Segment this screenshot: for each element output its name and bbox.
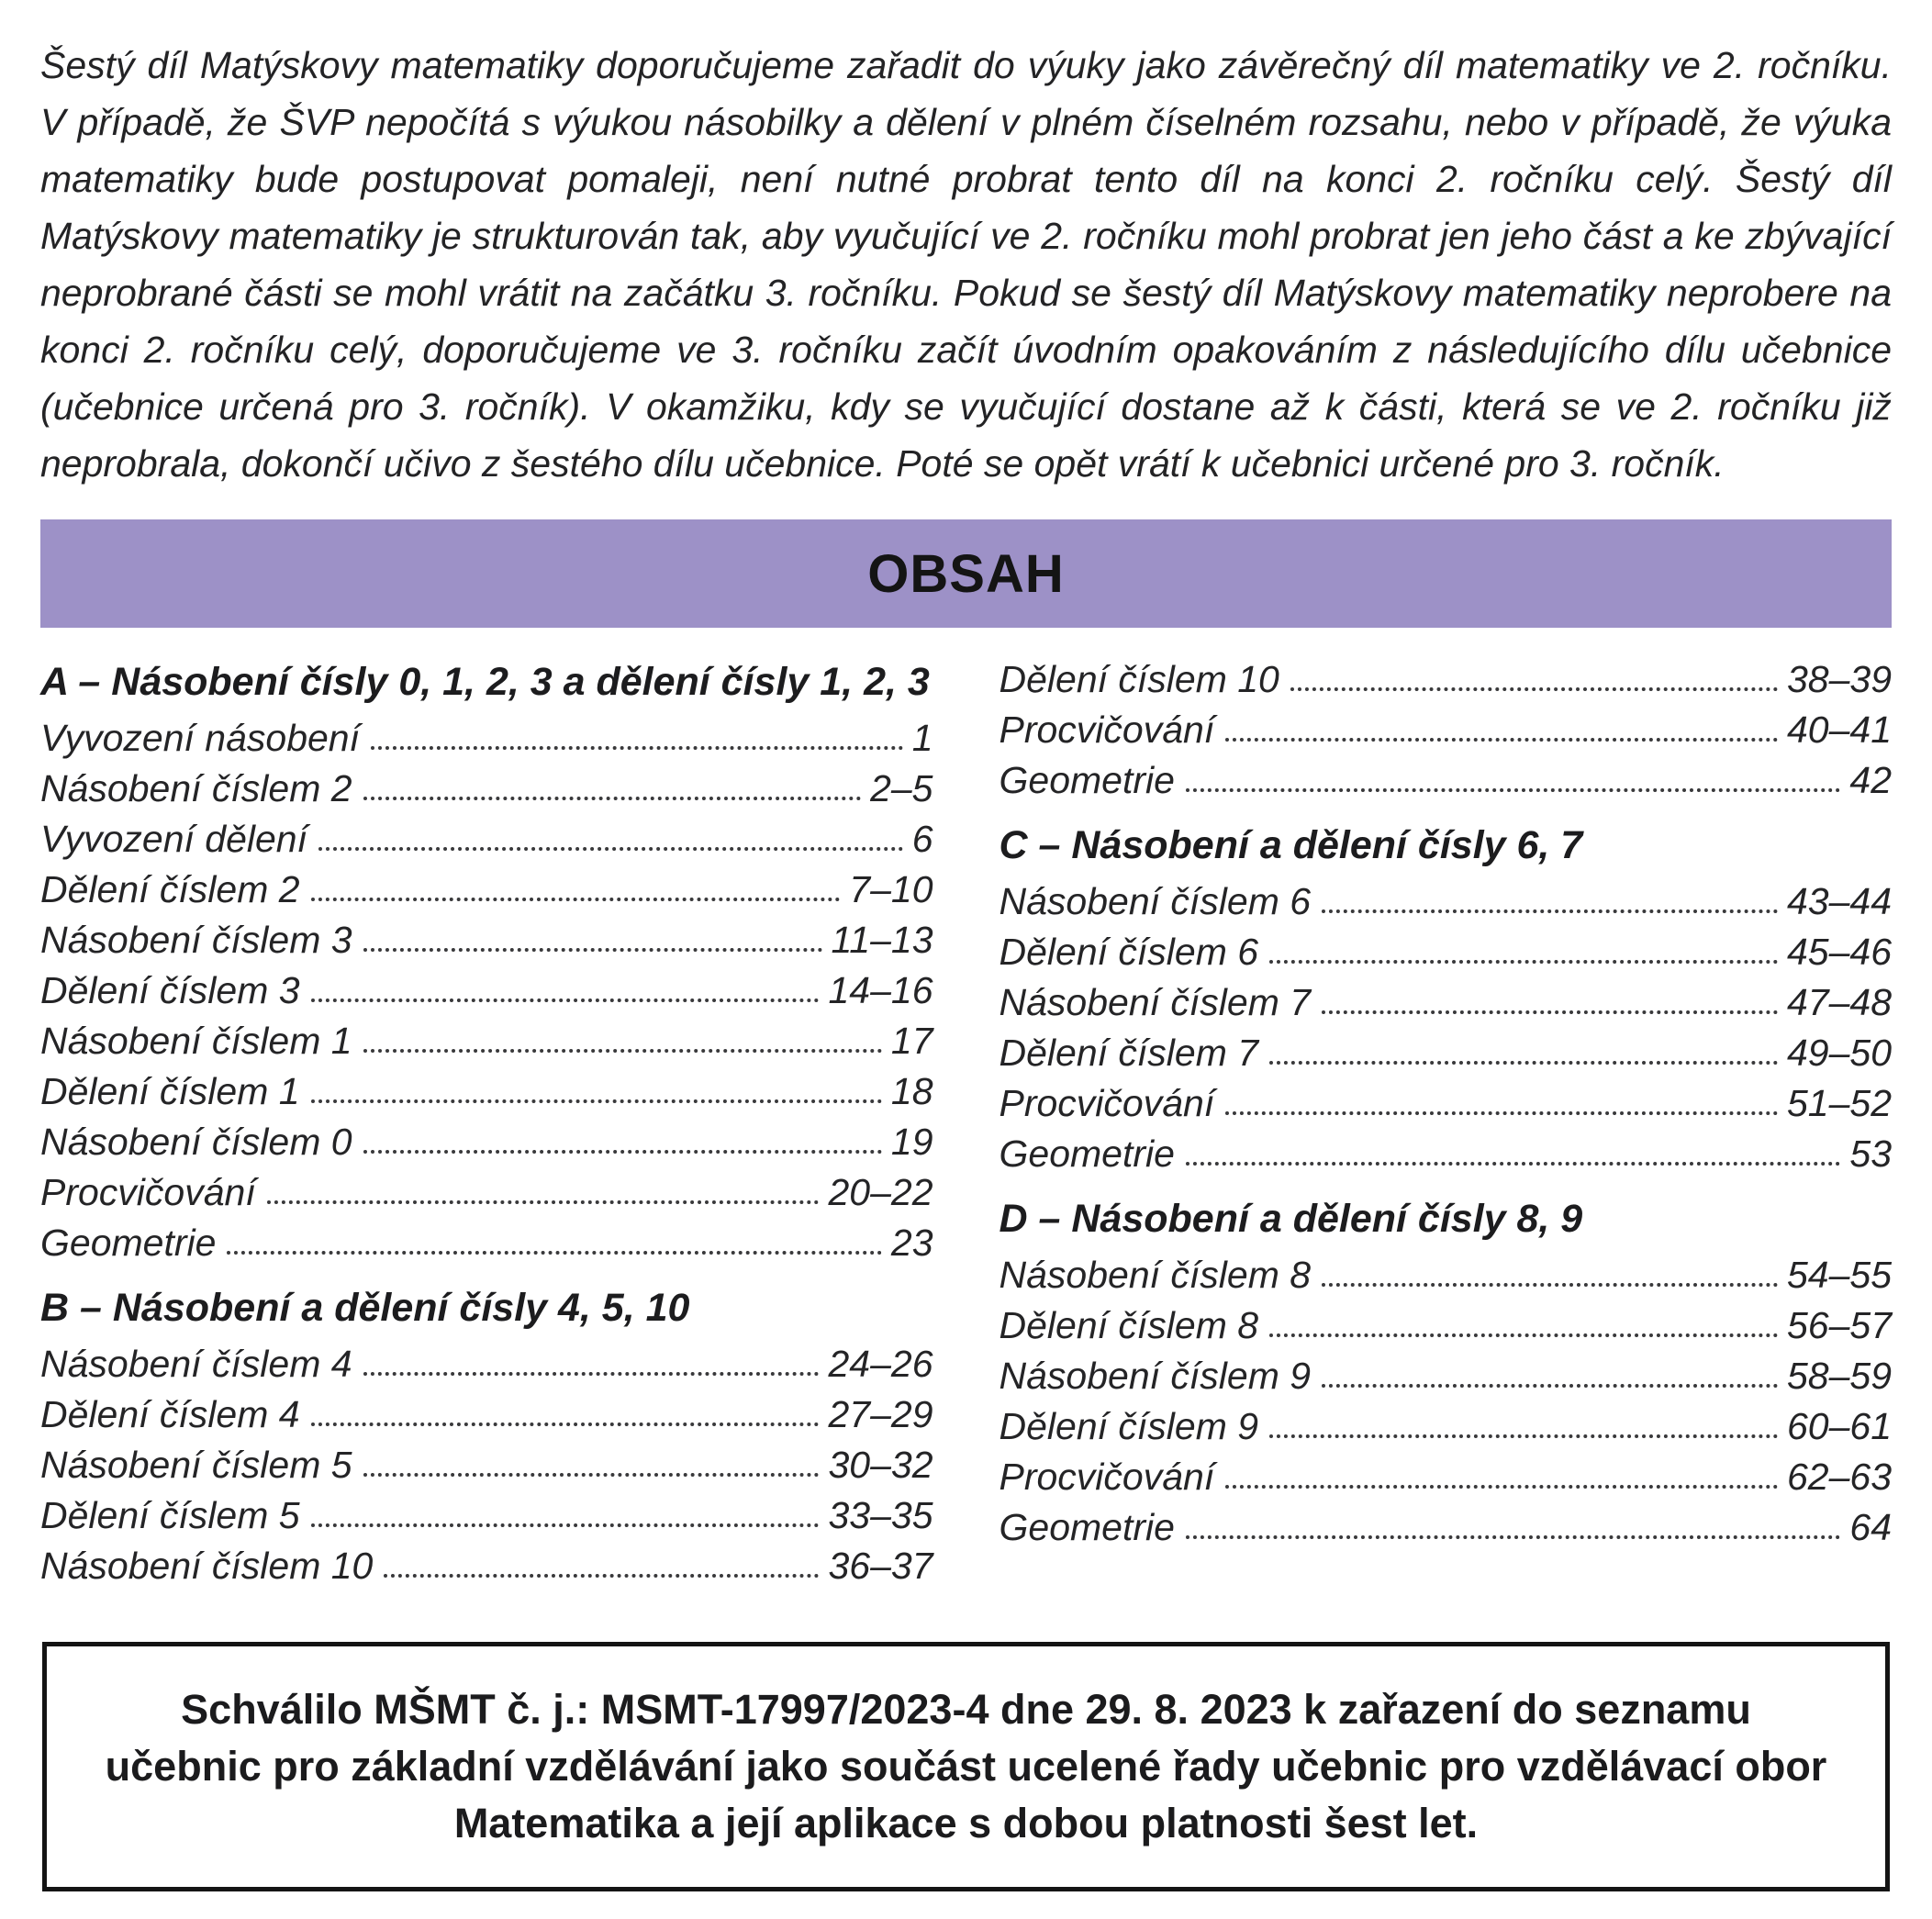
toc-entry: [40, 1071, 933, 1111]
toc-entry-pages: 24–26: [828, 1343, 933, 1385]
toc-entry-label: Dělení číslem 2: [40, 868, 300, 910]
toc-entry: [40, 970, 933, 1010]
toc-entry-pages: 58–59: [1786, 1355, 1892, 1397]
toc-entry-pages: 17: [890, 1020, 933, 1062]
dot-leader: [1225, 1111, 1778, 1115]
toc-entry-label: Násobení číslem 10: [40, 1545, 374, 1587]
toc-entry-pages: 49–50: [1786, 1032, 1892, 1074]
toc-entry-pages: 45–46: [1786, 931, 1892, 973]
dot-leader: [311, 999, 820, 1002]
toc-entry: [1000, 709, 1893, 750]
dot-leader: [1225, 738, 1778, 742]
dot-leader: [363, 1150, 882, 1154]
dot-leader: [1322, 1384, 1778, 1388]
toc-entry-label: Procvičování: [999, 1456, 1215, 1498]
toc-entry: [1000, 1456, 1893, 1497]
toc-section-heading: A – Násobení čísly 0, 1, 2, 3 a dělení čísly 1, 2, 3: [40, 660, 930, 704]
dot-leader: [267, 1200, 820, 1204]
toc-entry-pages: 43–44: [1786, 880, 1892, 922]
toc-entry-label: Násobení číslem 0: [40, 1121, 352, 1163]
dot-leader: [1322, 1283, 1778, 1287]
toc-entry: [40, 718, 933, 758]
toc-entry-pages: 36–37: [828, 1545, 933, 1587]
toc-entry-pages: 54–55: [1786, 1254, 1892, 1296]
toc-entry-pages: 18: [890, 1070, 933, 1112]
dot-leader: [1269, 1434, 1778, 1438]
toc-entry: [40, 1222, 933, 1263]
dot-leader: [311, 1523, 820, 1527]
toc-entry-pages: 27–29: [828, 1393, 933, 1435]
table-of-contents: [40, 659, 1892, 1596]
dot-leader: [1225, 1485, 1778, 1489]
toc-entry: [1000, 760, 1893, 800]
toc-entry-pages: 30–32: [828, 1444, 933, 1486]
toc-entry-pages: 33–35: [828, 1494, 933, 1536]
toc-entry-pages: 11–13: [831, 919, 933, 961]
approval-box: [42, 1642, 1890, 1891]
toc-entry-pages: 14–16: [828, 969, 933, 1011]
toc-entry: [1000, 1255, 1893, 1295]
toc-entry-label: Dělení číslem 7: [999, 1032, 1259, 1074]
approval-text-line: Matematika a její aplikace s dobou platnosti šest let.: [453, 1800, 1479, 1846]
dot-leader: [1322, 909, 1778, 913]
toc-entry: [40, 1545, 933, 1586]
toc-entry-label: Geometrie: [40, 1222, 217, 1264]
dot-leader: [1186, 1535, 1840, 1539]
toc-entry: [40, 1495, 933, 1535]
toc-entry: [1000, 1133, 1893, 1174]
toc-entry: [1000, 1507, 1893, 1547]
toc-entry: [1000, 1356, 1893, 1396]
toc-entry: [1000, 659, 1893, 699]
toc-entry: [40, 869, 933, 909]
dot-leader: [311, 898, 841, 901]
toc-entry-label: Dělení číslem 6: [999, 931, 1259, 973]
toc-entry-pages: 60–61: [1786, 1405, 1892, 1447]
toc-entry: [40, 1344, 933, 1384]
dot-leader: [384, 1574, 819, 1578]
toc-entry: [40, 1121, 933, 1162]
toc-entry-label: Procvičování: [999, 1082, 1215, 1124]
toc-entry-label: Násobení číslem 2: [40, 767, 352, 809]
toc-entry: [1000, 1083, 1893, 1123]
dot-leader: [363, 1049, 882, 1053]
toc-entry-label: Vyvození dělení: [40, 818, 308, 860]
toc-entry-label: Dělení číslem 8: [999, 1304, 1259, 1346]
toc-entry-pages: 40–41: [1786, 708, 1892, 751]
toc-entry: [1000, 932, 1893, 972]
toc-entry: [1000, 1406, 1893, 1446]
toc-entry-label: Dělení číslem 10: [999, 658, 1279, 700]
toc-entry-label: Násobení číslem 6: [999, 880, 1312, 922]
toc-entry-label: Násobení číslem 9: [999, 1355, 1312, 1397]
toc-section-heading: C – Násobení a dělení čísly 6, 7: [999, 823, 1583, 867]
toc-entry-label: Dělení číslem 1: [40, 1070, 300, 1112]
toc-entry-pages: 6: [911, 818, 933, 860]
toc-entry-label: Násobení číslem 1: [40, 1020, 352, 1062]
toc-entry-pages: 64: [1849, 1506, 1892, 1548]
toc-entry-pages: 1: [911, 717, 933, 759]
toc-entry-label: Vyvození násobení: [40, 717, 360, 759]
toc-title-bar: [40, 519, 1892, 628]
toc-entry-label: Procvičování: [999, 708, 1215, 751]
toc-entry: [40, 920, 933, 960]
toc-entry: [40, 1021, 933, 1061]
toc-entry: [1000, 1305, 1893, 1345]
toc-entry-label: Geometrie: [999, 759, 1175, 801]
toc-entry-label: Dělení číslem 5: [40, 1494, 300, 1536]
toc-entry-pages: 51–52: [1786, 1082, 1892, 1124]
toc-entry-pages: 23: [890, 1222, 933, 1264]
dot-leader: [318, 847, 903, 851]
dot-leader: [1290, 687, 1778, 691]
intro-paragraph: Šestý díl Matýskovy matematiky doporučujeme zařadit do výuky jako závěrečný díl matematiky ve 2. ročníku. V případě, že ŠVP nepočítá s výukou násobilky a dělení v plném číselném rozsahu, nebo v případě, že výuka matematiky bude postupovat pomaleji, není nutné probrat tento díl na konci 2. ročníku celý. Šestý díl Matýskovy matematiky je strukturován tak, aby vyučující ve 2. ročníku mohl probrat jen jeho část a ke zbývající neprobrané části se mohl vrátit na začátku 3. ročníku. Pokud se šestý díl Matýskovy matematiky neprobere na konci 2. ročníku celý, doporučujeme ve 3. ročníku začít úvodním opakováním z následujícího dílu učebnice (učebnice určená pro 3. ročník). V okamžiku, kdy se vyučující dostane až k části, která se ve 2. ročníku již neprobrala, dokončí učivo z šestého dílu učebnice. Poté se opět vrátí k učebnici určené pro 3. ročník.: [40, 44, 1892, 485]
toc-entry-pages: 56–57: [1786, 1304, 1892, 1346]
toc-entry: [40, 1172, 933, 1212]
dot-leader: [1269, 1333, 1778, 1337]
toc-entry-pages: 62–63: [1786, 1456, 1892, 1498]
toc-entry: [40, 819, 933, 859]
toc-entry: [1000, 982, 1893, 1022]
toc-entry-label: Násobení číslem 3: [40, 919, 352, 961]
approval-text-line: Schválilo MŠMT č. j.: MSMT-17997/2023-4 dne 29. 8. 2023 k zařazení do seznamu: [181, 1686, 1751, 1733]
toc-section-heading: D – Násobení a dělení čísly 8, 9: [999, 1197, 1583, 1241]
toc-entry: [40, 1445, 933, 1485]
toc-entry-label: Procvičování: [40, 1171, 256, 1213]
dot-leader: [363, 1372, 820, 1376]
dot-leader: [311, 1423, 820, 1426]
dot-leader: [1269, 960, 1778, 964]
toc-entry-label: Násobení číslem 5: [40, 1444, 352, 1486]
dot-leader: [363, 797, 862, 800]
toc-entry-label: Dělení číslem 9: [999, 1405, 1259, 1447]
dot-leader: [1186, 788, 1840, 792]
toc-entry: [40, 768, 933, 809]
toc-entry: [1000, 1032, 1893, 1073]
toc-entry-pages: 20–22: [828, 1171, 933, 1213]
dot-leader: [363, 948, 822, 952]
toc-section-heading: B – Násobení a dělení čísly 4, 5, 10: [40, 1286, 690, 1330]
dot-leader: [1269, 1061, 1778, 1065]
toc-entry-pages: 19: [890, 1121, 933, 1163]
toc-entry-label: Geometrie: [999, 1132, 1175, 1175]
toc-entry-label: Dělení číslem 4: [40, 1393, 300, 1435]
toc-entry-pages: 7–10: [849, 868, 933, 910]
toc-entry-pages: 53: [1849, 1132, 1892, 1175]
toc-title: OBSAH: [867, 543, 1065, 604]
dot-leader: [371, 746, 903, 750]
toc-entry-label: Dělení číslem 3: [40, 969, 300, 1011]
dot-leader: [1322, 1010, 1778, 1014]
toc-right-column: [1000, 659, 1893, 1596]
toc-entry: [1000, 881, 1893, 921]
toc-entry-label: Násobení číslem 8: [999, 1254, 1312, 1296]
toc-entry: [40, 1394, 933, 1434]
toc-entry-label: Geometrie: [999, 1506, 1175, 1548]
toc-entry-label: Násobení číslem 7: [999, 981, 1312, 1023]
toc-entry-label: Násobení číslem 4: [40, 1343, 352, 1385]
toc-entry-pages: 2–5: [870, 767, 933, 809]
dot-leader: [1186, 1162, 1840, 1166]
toc-left-column: [40, 659, 933, 1596]
dot-leader: [311, 1099, 882, 1103]
toc-entry-pages: 38–39: [1786, 658, 1892, 700]
dot-leader: [363, 1473, 820, 1477]
approval-text-line: učebnic pro základní vzdělávání jako součást ucelené řady učebnic pro vzdělávací obor: [105, 1743, 1827, 1790]
toc-entry-pages: 42: [1849, 759, 1892, 801]
dot-leader: [227, 1251, 881, 1255]
toc-entry-pages: 47–48: [1786, 981, 1892, 1023]
